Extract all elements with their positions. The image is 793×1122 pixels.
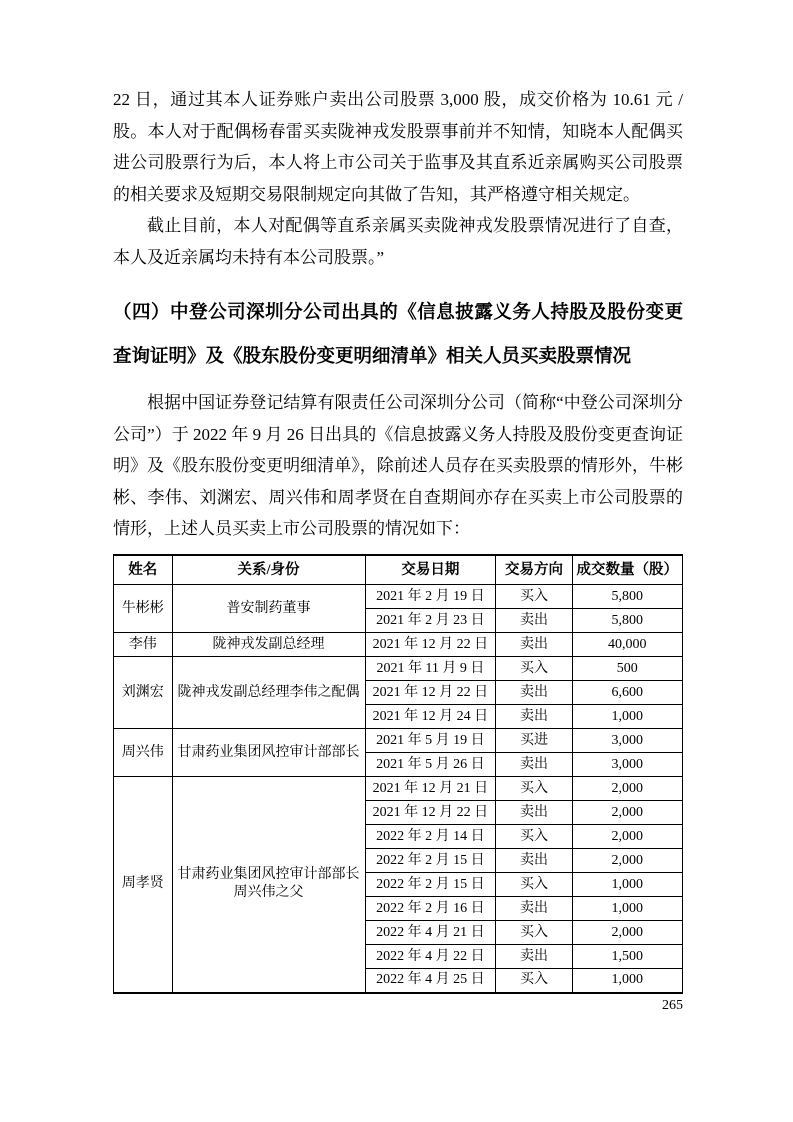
cell-trade-date: 2022 年 2 月 15 日 [365, 849, 496, 873]
cell-person-name: 李伟 [114, 633, 173, 657]
cell-trade-quantity: 2,000 [572, 777, 682, 801]
cell-trade-date: 2021 年 12 月 24 日 [365, 705, 496, 729]
column-header: 姓名 [114, 555, 173, 585]
table-row [114, 585, 683, 609]
cell-relationship-identity: 陇神戎发副总经理李伟之配偶 [172, 657, 365, 729]
table-row [114, 633, 683, 657]
cell-trade-date: 2021 年 11 月 9 日 [365, 657, 496, 681]
cell-trade-date: 2021 年 12 月 21 日 [365, 777, 496, 801]
cell-trade-direction: 买入 [496, 969, 572, 993]
cell-trade-direction: 卖出 [496, 897, 572, 921]
cell-trade-quantity: 3,000 [572, 753, 682, 777]
cell-trade-date: 2021 年 5 月 26 日 [365, 753, 496, 777]
cell-trade-date: 2022 年 2 月 15 日 [365, 873, 496, 897]
paragraph-continuation: 22 日，通过其本人证券账户卖出公司股票 3,000 股，成交价格为 10.61 元 / 股。本人对于配偶杨春雷买卖陇神戎发股票事前并不知情，知晓本人配偶买进公司股票行为后，本人将上市公司关于监事及其直系近亲属购买公司股票的相关要求及短期交易限制规定向其做了告知，其严格遵守相关规定。 [113, 90, 683, 204]
cell-trade-direction: 卖出 [496, 633, 572, 657]
cell-trade-quantity: 2,000 [572, 825, 682, 849]
cell-trade-direction: 卖出 [496, 681, 572, 705]
column-header: 关系/身份 [172, 555, 365, 585]
cell-trade-quantity: 5,800 [572, 585, 682, 609]
cell-trade-quantity: 5,800 [572, 609, 682, 633]
cell-trade-direction: 买入 [496, 657, 572, 681]
cell-trade-direction: 卖出 [496, 945, 572, 969]
cell-trade-date: 2021 年 5 月 19 日 [365, 729, 496, 753]
column-header: 成交数量（股） [572, 555, 682, 585]
cell-trade-date: 2021 年 2 月 23 日 [365, 609, 496, 633]
cell-trade-date: 2021 年 12 月 22 日 [365, 633, 496, 657]
paragraph-intro: 根据中国证券登记结算有限责任公司深圳分公司（简称“中登公司深圳分公司”）于 2022 年 9 月 26 日出具的《信息披露义务人持股及股份变更查询证明》及《股东股份变更明细清单》，除前述人员存在买卖股票的情形外，牛彬彬、李伟、刘渊宏、周兴伟和周孝贤在自查期间亦存在买卖上市公司股票的情形，上述人员买卖上市公司股票的情况如下： [113, 393, 683, 538]
cell-trade-direction: 买入 [496, 777, 572, 801]
cell-person-name: 周孝贤 [114, 777, 173, 993]
table-row [114, 777, 683, 801]
cell-trade-quantity: 40,000 [572, 633, 682, 657]
cell-trade-date: 2022 年 2 月 14 日 [365, 825, 496, 849]
cell-relationship-identity: 甘肃药业集团风控审计部部长周兴伟之父 [172, 777, 365, 993]
cell-trade-quantity: 2,000 [572, 921, 682, 945]
cell-trade-direction: 买入 [496, 921, 572, 945]
cell-trade-quantity: 1,500 [572, 945, 682, 969]
header-row [114, 555, 683, 585]
table-row [114, 657, 683, 681]
trades-table-body [114, 585, 683, 993]
cell-trade-direction: 卖出 [496, 849, 572, 873]
page-content [113, 84, 683, 994]
cell-trade-date: 2022 年 2 月 16 日 [365, 897, 496, 921]
cell-person-name: 刘渊宏 [114, 657, 173, 729]
trades-table-header [114, 555, 683, 585]
cell-person-name: 周兴伟 [114, 729, 173, 777]
section-heading: （四）中登公司深圳分公司出具的《信息披露义务人持股及股份变更查询证明》及《股东股份变更明细清单》相关人员买卖股票情况 [113, 301, 683, 366]
paragraph-selfcheck: 截止目前，本人对配偶等直系亲属买卖陇神戎发股票情况进行了自查，本人及近亲属均未持有本公司股票。” [113, 216, 683, 267]
page-number: 265 [662, 998, 683, 1013]
cell-trade-quantity: 1,000 [572, 705, 682, 729]
cell-trade-direction: 卖出 [496, 705, 572, 729]
cell-trade-quantity: 1,000 [572, 969, 682, 993]
cell-trade-quantity: 3,000 [572, 729, 682, 753]
cell-trade-direction: 卖出 [496, 609, 572, 633]
cell-relationship-identity: 甘肃药业集团风控审计部部长 [172, 729, 365, 777]
trades-table [113, 554, 683, 994]
cell-trade-quantity: 1,000 [572, 873, 682, 897]
cell-trade-date: 2021 年 2 月 19 日 [365, 585, 496, 609]
cell-trade-date: 2022 年 4 月 21 日 [365, 921, 496, 945]
cell-trade-direction: 买进 [496, 729, 572, 753]
cell-trade-direction: 买入 [496, 825, 572, 849]
cell-trade-quantity: 2,000 [572, 849, 682, 873]
cell-trade-date: 2022 年 4 月 22 日 [365, 945, 496, 969]
cell-trade-quantity: 6,600 [572, 681, 682, 705]
cell-trade-quantity: 500 [572, 657, 682, 681]
cell-person-name: 牛彬彬 [114, 585, 173, 633]
column-header: 交易方向 [496, 555, 572, 585]
cell-trade-direction: 卖出 [496, 753, 572, 777]
cell-trade-direction: 买入 [496, 873, 572, 897]
table-row [114, 729, 683, 753]
cell-trade-quantity: 1,000 [572, 897, 682, 921]
cell-relationship-identity: 普安制药董事 [172, 585, 365, 633]
cell-trade-direction: 卖出 [496, 801, 572, 825]
column-header: 交易日期 [365, 555, 496, 585]
cell-trade-date: 2021 年 12 月 22 日 [365, 801, 496, 825]
cell-trade-date: 2022 年 4 月 25 日 [365, 969, 496, 993]
cell-trade-quantity: 2,000 [572, 801, 682, 825]
cell-trade-direction: 买入 [496, 585, 572, 609]
cell-trade-date: 2021 年 12 月 22 日 [365, 681, 496, 705]
cell-relationship-identity: 陇神戎发副总经理 [172, 633, 365, 657]
